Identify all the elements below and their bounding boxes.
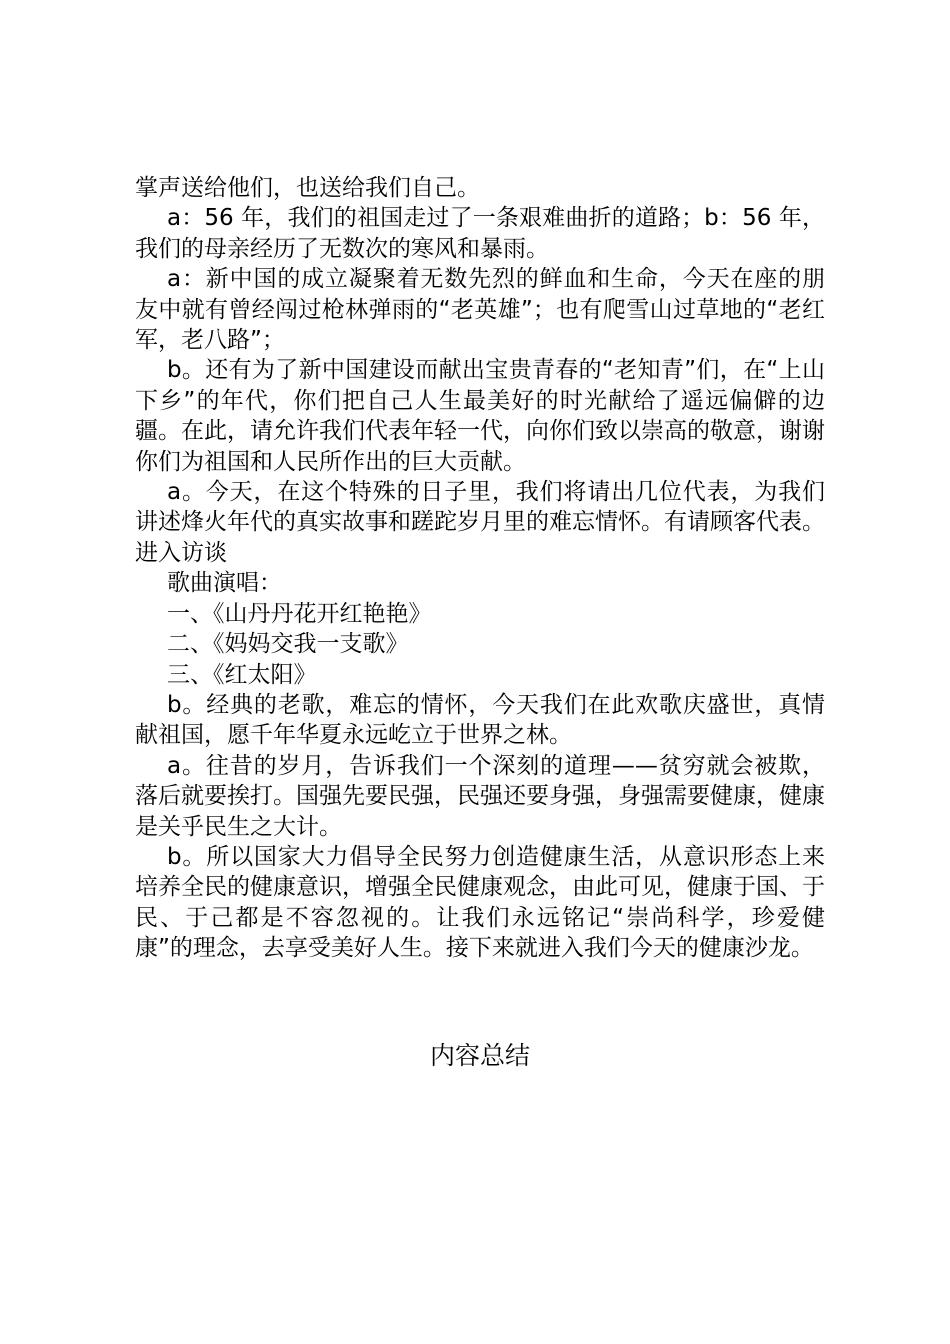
paragraph-new-china-founding: a：新中国的成立凝聚着无数先烈的鲜血和生命，今天在座的朋友中就有曾经闯过枪林弹雨的“老英雄”；也有爬雪山过草地的“老红军，老八路”； — [135, 266, 825, 354]
song-list-item-3: 三、《红太阳》 — [167, 661, 317, 688]
paragraph-educated-youth: b。还有为了新中国建设而献出宝贵青春的“老知青”们，在“上山下乡”的年代，你们把自己人生最美好的时光献给了遥远偏僻的边疆。在此，请允许我们代表年轻一代，向你们致以崇高的敬意，谢谢你们为祖国和人民所作出的巨大贡献。 — [135, 357, 825, 475]
paragraph-56-years: a：56 年，我们的祖国走过了一条艰难曲折的道路；b：56 年，我们的母亲经历了无数次的寒风和暴雨。 — [135, 205, 825, 262]
paragraph-past-years: a。往昔的岁月，告诉我们一个深刻的道理——贫穷就会被欺，落后就要挨打。国强先要民强，民强还要身强，身强需要健康，健康是关乎民生之大计。 — [135, 752, 825, 840]
song-list-item-1: 一、《山丹丹花开红艳艳》 — [167, 600, 432, 627]
paragraph-health-salon: b。所以国家大力倡导全民努力创造健康生活，从意识形态上来培养全民的健康意识，增强全民健康观念，由此可见，健康于国、于民、于己都是不容忽视的。让我们永远铭记“崇尚科学，珍爱健康”的理念，去享受美好人生。接下来就进入我们今天的健康沙龙。 — [135, 843, 825, 962]
paragraph-song-heading: 歌曲演唱： — [167, 570, 282, 597]
paragraph-interview-intro: a。今天，在这个特殊的日子里，我们将请出几位代表，为我们讲述烽火年代的真实故事和蹉跎岁月里的难忘情怀。有请顾客代表。进入访谈 — [135, 479, 825, 566]
paragraph-classic-songs: b。经典的老歌，难忘的情怀，今天我们在此欢歌庆盛世，真情献祖国，愿千年华夏永远屹立于世界之林。 — [135, 691, 825, 749]
song-list-item-2: 二、《妈妈交我一支歌》 — [167, 631, 409, 658]
document-body — [135, 173, 825, 964]
paragraph-applause-continuation: 掌声送给他们，也送给我们自己。 — [135, 175, 480, 201]
summary-heading: 内容总结 — [429, 1041, 530, 1070]
